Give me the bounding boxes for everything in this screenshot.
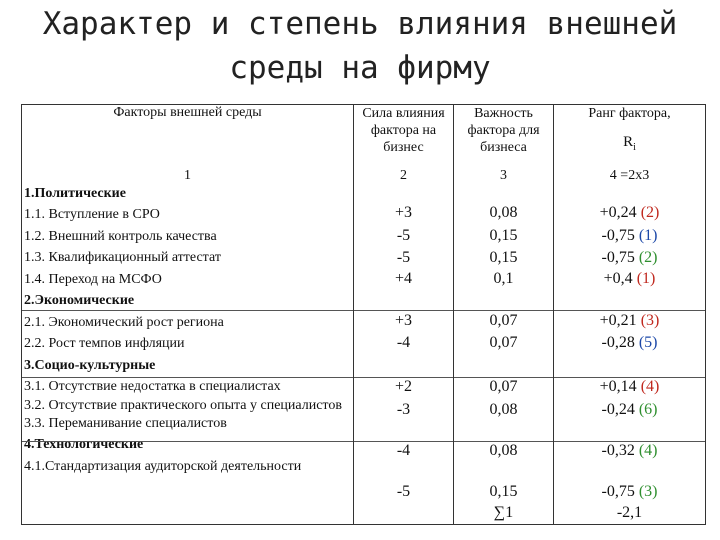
row-divider [354,377,453,378]
strength-value: -3 [396,400,411,418]
rank-value [554,400,705,420]
row-divider [354,310,453,311]
factors-cell [22,183,354,525]
factor-item: 1.3. Квалификационный аттестат [24,250,221,265]
rank-value [554,482,705,502]
rank-value [554,269,705,289]
factor-item: 3.3. Переманивание специалистов [24,415,227,431]
rank-position: (3) [640,311,660,329]
factor-group: 2.Экономические [24,293,135,308]
rank-value [554,226,705,246]
row-divider [454,377,553,378]
factor-item: 1.2. Внешний контроль качества [24,228,217,244]
header-row [22,105,706,169]
importance-total: ∑1 [493,503,514,521]
importance-value: 0,08 [489,400,518,418]
rank-score: +0,14 [599,377,641,395]
rank-position: (2) [640,203,660,221]
row-divider [554,310,705,311]
row-divider [554,377,705,378]
rank-value [554,248,705,268]
strength-value: +4 [394,269,413,287]
rank-score: -0,75 [601,248,639,266]
factor-group: 1.Политические [24,185,126,201]
factor-item: 4.1.Стандартизация аудиторской деятельности [24,458,302,474]
rank-position: (1) [638,226,658,244]
title-line-2: среды на фирму [229,50,491,86]
strength-value: +3 [394,311,413,329]
header-factors: Факторы внешней среды [22,105,354,169]
col-number-1: 1 [22,169,354,183]
row-divider [22,310,353,311]
row-divider [22,377,353,378]
strength-value: -4 [396,441,411,459]
rank-value [554,333,705,353]
factor-item: 1.1. Вступление в СРО [24,207,160,222]
strength-value: -5 [396,248,411,266]
row-divider [454,310,553,311]
influence-table [21,104,706,525]
title-line-1: Характер и степень влияния внешней [42,6,678,42]
rank-value [554,203,705,223]
importance-value: 0,15 [489,482,518,500]
rank-position: (4) [638,441,658,459]
header-strength: Сила влияния фактора на бизнес [354,105,454,169]
rank-score: +0,21 [599,311,641,329]
factor-item: 3.2. Отсутствие практического опыта у специалистов [24,397,342,413]
importance-value: 0,07 [489,333,518,351]
strength-value: +3 [394,203,413,221]
importance-value: 0,15 [489,226,518,244]
body-row [22,183,706,525]
row-divider [454,441,553,442]
rank-value [554,377,705,397]
header-rank [554,105,706,169]
rank-position: (3) [638,482,658,500]
importance-value: 0,07 [489,377,518,395]
rank-score: -0,75 [601,482,639,500]
rank-position: (6) [638,400,658,418]
strength-value: +2 [394,377,413,395]
factors-list [22,183,353,478]
factor-item: 1.4. Переход на МСФО [24,271,162,287]
factor-item: 2.2. Рост темпов инфляции [24,336,185,351]
factor-item: 3.1. Отсутствие недостатка в специалистах [24,379,281,394]
rank-score: -0,75 [601,226,639,244]
importance-cell [454,183,554,525]
header-rank-label: Ранг фактора, [588,106,671,121]
col-number-3: 3 [454,169,554,183]
strength-value: -4 [396,333,411,351]
rank-value [554,311,705,331]
factor-item: 2.1. Экономический рост региона [24,314,224,330]
row-divider [354,441,453,442]
rank-position: (2) [638,248,658,266]
strength-value: -5 [396,482,411,500]
rank-score: +0,24 [599,203,641,221]
importance-value: 0,08 [489,203,518,221]
column-number-row [22,169,706,183]
importance-value: 0,1 [493,269,514,287]
importance-value: 0,15 [489,248,518,266]
strength-value: -5 [396,226,411,244]
factor-group: 3.Социо-культурные [24,357,156,373]
rank-score: +0,4 [603,269,637,287]
rank-position: (5) [638,333,658,351]
header-importance: Важность фактора для бизнеса [454,105,554,169]
rank-value [554,441,705,461]
row-divider [22,441,353,442]
row-divider [554,441,705,442]
rank-symbol: $R_i$ [623,134,636,153]
rank-score: -0,32 [601,441,639,459]
rank-score: -0,24 [601,400,639,418]
strength-cell [354,183,454,525]
col-number-4: 4 =2x3 [554,169,706,183]
rank-score: -0,28 [601,333,639,351]
importance-value: 0,08 [489,441,518,459]
rank-total: -2,1 [616,503,643,521]
page-title [0,2,720,90]
factor-group: 4.Технологические [24,437,144,452]
importance-value: 0,07 [489,311,518,329]
col-number-2: 2 [354,169,454,183]
rank-position: (1) [636,269,656,287]
rank-cell [554,183,706,525]
rank-position: (4) [640,377,660,395]
